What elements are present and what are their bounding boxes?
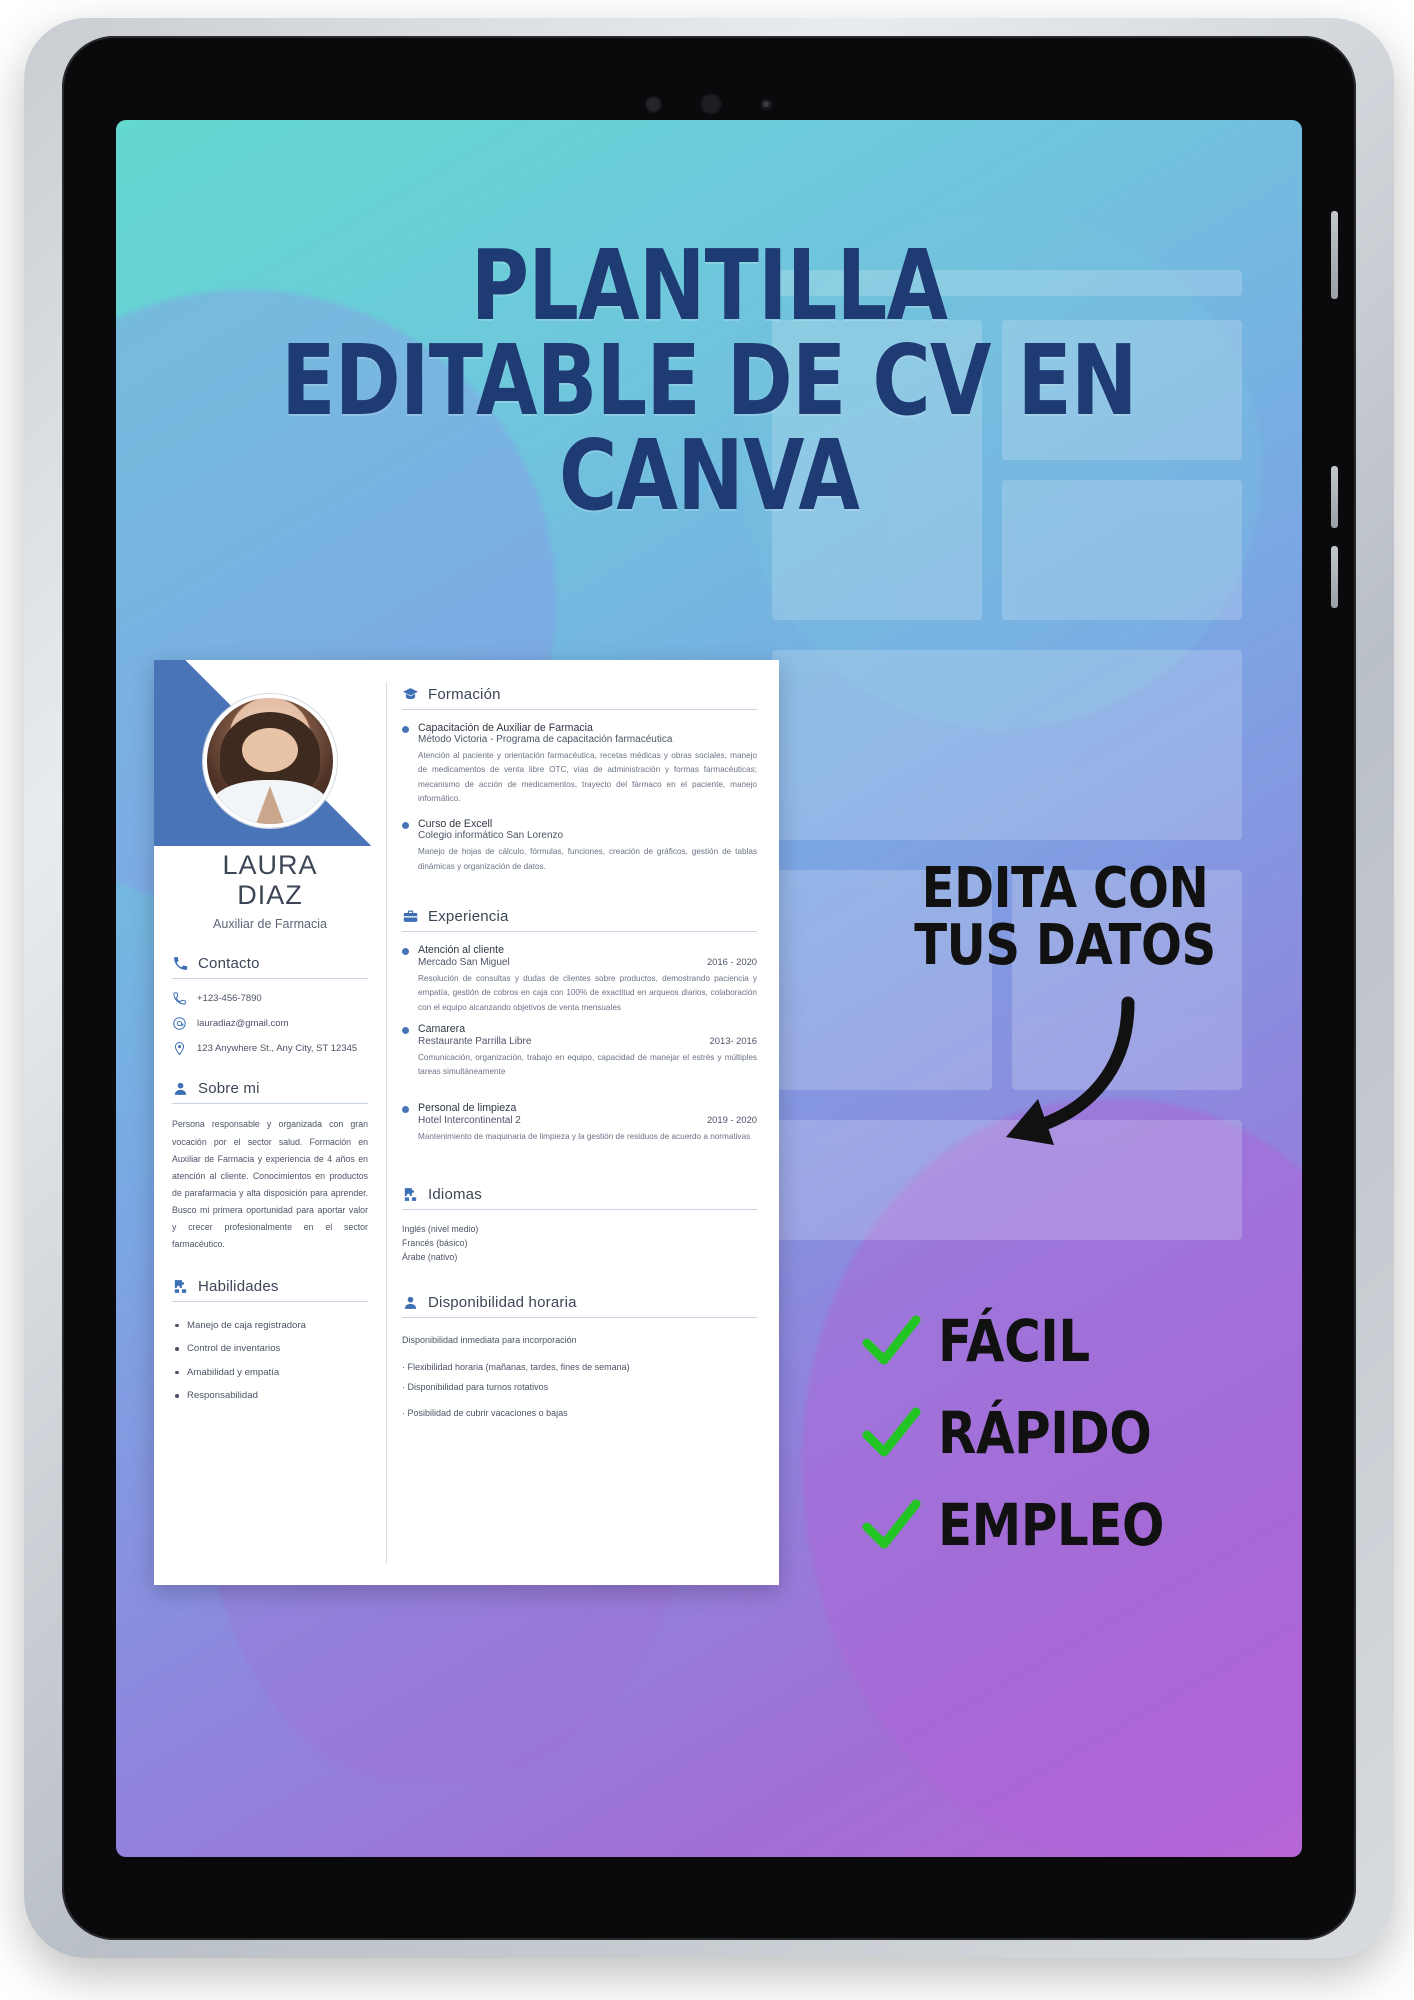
list-item: Control de inventarios bbox=[172, 1337, 368, 1361]
check-icon bbox=[860, 1494, 922, 1556]
list-item: Manejo de caja registradora bbox=[172, 1314, 368, 1338]
section-title: Experiencia bbox=[428, 908, 509, 926]
section-header bbox=[402, 1186, 757, 1210]
entry-title: Curso de Excell bbox=[418, 818, 493, 831]
power-button[interactable] bbox=[1331, 211, 1338, 299]
cv-name bbox=[172, 850, 368, 910]
experience-entry bbox=[402, 1023, 757, 1080]
list-item: Amabilidad y empatía bbox=[172, 1361, 368, 1385]
section-header bbox=[402, 908, 757, 932]
contact-address: 123 Anywhere St., Any City, ST 12345 bbox=[197, 1043, 358, 1055]
avatar bbox=[203, 694, 337, 828]
list-item bbox=[172, 1041, 368, 1056]
tablet-screen bbox=[116, 120, 1302, 1857]
checklist-label: RÁPIDO bbox=[938, 1399, 1152, 1467]
ambient-sensor-icon bbox=[760, 98, 773, 111]
cv-section-languages bbox=[402, 1186, 757, 1264]
list-item: · Posibilidad de cubrir vacaciones o bajas bbox=[402, 1407, 568, 1418]
tablet-body bbox=[62, 36, 1356, 1940]
camera-sensor-row bbox=[62, 91, 1356, 117]
entry-description: Atención al paciente y orientación farmacéutica, recetas médicas y obras sociales, manejo de medicamentos de venta libre OTC, vías de administración y formas farmacéuticas; mecanismo de acción de medicamentos, trayecto del fármaco en el paciente, manejo informático. bbox=[418, 751, 757, 804]
camera-icon bbox=[645, 96, 662, 113]
section-title: Contacto bbox=[198, 955, 260, 973]
entry-subtitle: Mercado San Miguel bbox=[418, 957, 510, 969]
section-title: Disponibilidad horaria bbox=[428, 1294, 577, 1312]
entry-title: Atención al cliente bbox=[418, 944, 504, 957]
section-header bbox=[402, 1294, 757, 1318]
list-item: Árabe (nativo) bbox=[402, 1252, 458, 1263]
email-icon bbox=[172, 1016, 187, 1031]
entry-description: Manejo de hojas de cálculo, fórmulas, funciones, creación de gráficos, gestión de tablas dinámicas y organización de datos. bbox=[418, 847, 757, 871]
front-camera-icon bbox=[700, 93, 722, 115]
list-item bbox=[860, 1295, 1280, 1387]
puzzle-icon bbox=[172, 1278, 189, 1295]
check-icon bbox=[860, 1402, 922, 1464]
experience-entry bbox=[402, 1102, 757, 1144]
volume-down-button[interactable] bbox=[1331, 546, 1338, 608]
languages-list bbox=[402, 1222, 757, 1264]
list-item: · Disponibilidad para turnos rotativos bbox=[402, 1381, 549, 1392]
cv-section-experience bbox=[402, 908, 757, 1144]
person-icon bbox=[172, 1080, 189, 1097]
cv-document-preview[interactable] bbox=[154, 660, 779, 1585]
checklist-label: EMPLEO bbox=[938, 1491, 1164, 1559]
entry-title: Camarera bbox=[418, 1023, 466, 1036]
cv-section-availability bbox=[402, 1294, 757, 1421]
cv-section-about bbox=[172, 1080, 368, 1253]
list-item: Responsabilidad bbox=[172, 1384, 368, 1408]
cv-last-name: DIAZ bbox=[237, 880, 303, 911]
contact-email: lauradiaz@gmail.com bbox=[197, 1018, 289, 1030]
contact-list bbox=[172, 991, 368, 1056]
entry-description: Mantenimiento de maquinaria de limpieza y la gestión de residuos de acuerdo a normativas bbox=[418, 1131, 751, 1141]
volume-up-button[interactable] bbox=[1331, 466, 1338, 528]
list-item: · Flexibilidad horaria (mañanas, tardes, fines de semana) bbox=[402, 1361, 630, 1372]
list-item bbox=[172, 1016, 368, 1031]
entry-date: 2016 - 2020 bbox=[706, 956, 757, 968]
cv-section-contact bbox=[172, 955, 368, 1056]
check-icon bbox=[860, 1310, 922, 1372]
list-item: Inglés (nivel medio) bbox=[402, 1224, 479, 1235]
graduation-icon bbox=[402, 686, 419, 703]
entry-subtitle: Restaurante Parrilla Libre bbox=[418, 1036, 532, 1048]
curved-arrow-icon bbox=[942, 995, 1142, 1165]
page-title bbox=[223, 229, 1196, 533]
list-item bbox=[172, 991, 368, 1006]
phone-icon bbox=[172, 955, 189, 972]
cv-main-column bbox=[386, 660, 779, 1585]
about-text: Persona responsable y organizada con gran vocación por el sector salud. Formación en Auxiliar de Farmacia y experiencia de 4 años en atención al cliente. Conocimientos en productos de parafarmacia y alta disposición para aprender. Busco mi primera oportunidad para aportar valor y crecer profesionalmente en el sector farmacéutico. bbox=[172, 1119, 368, 1250]
cv-role: Auxiliar de Farmacia bbox=[213, 917, 327, 932]
headline-line-1: PLANTILLA bbox=[470, 229, 948, 342]
section-header bbox=[172, 1080, 368, 1104]
entry-title: Capacitación de Auxiliar de Farmacia bbox=[418, 722, 593, 734]
section-title: Idiomas bbox=[428, 1186, 482, 1204]
entry-date: 2019 - 2020 bbox=[706, 1113, 757, 1125]
entry-subtitle: Método Victoria - Programa de capacitación farmacéutica bbox=[418, 734, 673, 745]
section-header bbox=[402, 686, 757, 710]
entry-description: Comunicación, organización, trabajo en equipo, capacidad de manejar el estrés y múltiples tareas simultáneamente bbox=[418, 1053, 757, 1077]
phone-icon bbox=[172, 991, 187, 1006]
cv-section-education bbox=[402, 686, 757, 874]
availability-lead: Disponibilidad inmediata para incorporación bbox=[402, 1335, 577, 1346]
location-icon bbox=[172, 1041, 187, 1056]
cv-first-name: LAURA bbox=[222, 850, 318, 880]
person-icon bbox=[402, 1294, 419, 1311]
section-title: Habilidades bbox=[198, 1277, 279, 1295]
entry-subtitle: Colegio informático San Lorenzo bbox=[418, 830, 564, 842]
entry-subtitle: Hotel Intercontinental 2 bbox=[418, 1114, 521, 1126]
briefcase-icon bbox=[402, 908, 419, 925]
list-item: Francés (básico) bbox=[402, 1238, 468, 1249]
section-header bbox=[172, 1278, 368, 1302]
availability-body bbox=[402, 1332, 757, 1421]
section-title: Sobre mi bbox=[198, 1080, 260, 1098]
experience-entry bbox=[402, 944, 757, 1015]
entry-date: 2013- 2016 bbox=[709, 1035, 757, 1047]
section-title: Formación bbox=[428, 686, 501, 703]
benefits-checklist bbox=[860, 1295, 1280, 1571]
education-entry bbox=[402, 722, 757, 806]
puzzle-icon bbox=[402, 1186, 419, 1203]
tablet-outer-shell bbox=[24, 18, 1394, 1958]
headline-line-2: EDITABLE DE CV EN bbox=[281, 324, 1137, 438]
skills-list bbox=[172, 1314, 368, 1408]
checklist-label: FÁCIL bbox=[938, 1307, 1090, 1375]
list-item bbox=[860, 1479, 1280, 1571]
cv-sidebar bbox=[154, 660, 386, 1585]
list-item bbox=[860, 1387, 1280, 1479]
edit-callout-text: EDITA CON TUS DATOS bbox=[914, 856, 1216, 979]
cv-section-skills bbox=[172, 1278, 368, 1408]
entry-title: Personal de limpieza bbox=[418, 1101, 517, 1114]
entry-description: Resolución de consultas y dudas de clientes sobre productos, demostrando paciencia y empatía, gestión de cobros en caja con 100% de exactitud en arqueos diarios, colaboración con el equipo alcanzando objetivos de venta mensuales bbox=[418, 974, 757, 1012]
section-header bbox=[172, 955, 368, 979]
headline-line-3: CANVA bbox=[558, 419, 860, 533]
contact-phone: +123-456-7890 bbox=[197, 993, 262, 1005]
education-entry bbox=[402, 818, 757, 874]
